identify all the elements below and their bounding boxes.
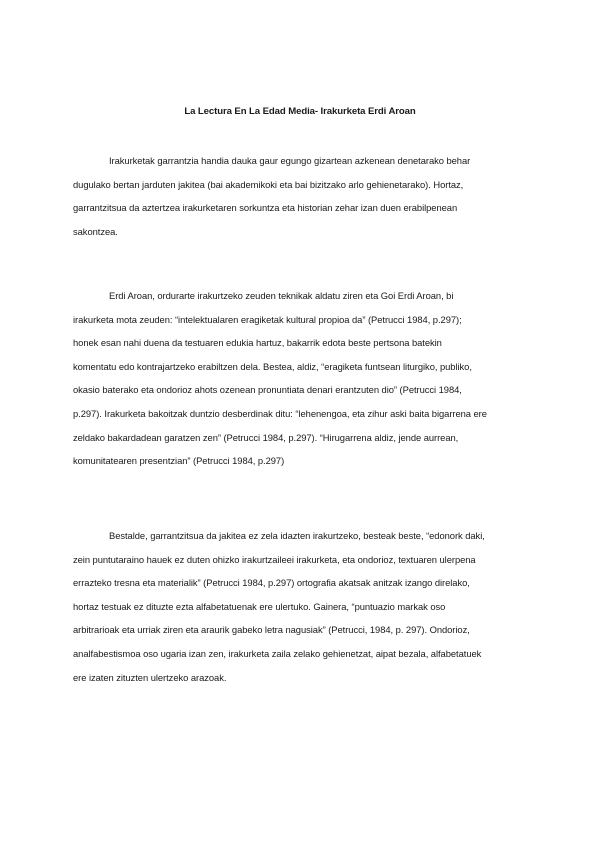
paragraph-line: zeldako bakardadean garatzen zen” (Petrucci 1984, p.297). “Hirugarrena aldiz, jende aurrean, [73, 431, 459, 443]
paragraph-line: sakontzea. [73, 225, 118, 237]
paragraph-2 [73, 284, 525, 473]
paragraph-1 [73, 149, 525, 243]
paragraph-line: errazteko tresna eta materialik” (Petrucci 1984, p.297) ortografia akatsak anitzak izango direlako, [73, 577, 470, 589]
paragraph-line: irakurketa mota zeuden: “intelektualaren eragiketak kultural propioa da” (Petrucci 1984, p.297); [73, 313, 462, 325]
paragraph-line: p.297). Irakurketa bakoitzak duntzio desberdinak ditu: “lehenengoa, eta zihur aski baita bigarrena ere [73, 407, 487, 419]
paragraph-line: okasio baterako eta ondorioz ahots ozenean pronuntiata denari erantzuten dio” (Petrucci 1984, [73, 384, 462, 396]
paragraph-line: komunitatearen presentzian” (Petrucci 1984, p.297) [73, 455, 285, 467]
document-title: La Lectura En La Edad Media- Irakurketa Erdi Aroan [184, 106, 416, 117]
paragraph-line: honek esan nahi duena da testuaren edukia hartuz, bakarrik edota beste pertsona batekin [73, 337, 442, 349]
paragraph-line: komentatu edo kontrajartzeko erabiltzen dela. Bestea, aldiz, “eragiketa funtsean liturgiko, publiko, [73, 360, 472, 372]
paragraph-line: analfabestismoa oso ugaria izan zen, irakurketa zaila zelako gehienetzat, aipat bezala, alfabetatuek [73, 647, 482, 659]
paragraph-line: zein puntutaraino hauek ez duten ohizko irakurtzaileei irakurketa, eta ondorioz, textuaren ulerpena [73, 553, 476, 565]
paragraph-line: arbitrarioak eta urriak ziren eta araurik gabeko letra nagusiak” (Petrucci, 1984, p. 297). Ondorioz, [73, 624, 470, 636]
paragraph-line: Irakurketak garrantzia handia dauka gaur egungo gizartean azkenean denetarako behar [109, 155, 471, 166]
paragraph-line: ere izaten zituzten ulertzeko arazoak. [73, 671, 227, 683]
paragraph-line: Erdi Aroan, ordurarte irakurtzeko zeuden teknikak aldatu ziren eta Goi Erdi Aroan, bi [109, 290, 454, 301]
paragraph-3 [73, 524, 525, 689]
paragraph-line: Bestalde, garrantzitsua da jakitea ez zela idazten irakurtzeko, besteak beste, “edonork daki, [109, 530, 485, 541]
paragraph-line: hortaz testuak ez dituzte ezta alfabetatuenak ere ulertuko. Gainera, “puntuazio markak oso [73, 600, 446, 612]
paragraph-line: dugulako bertan jarduten jakitea (bai akademikoki eta bai bizitzako arlo gehienetarako). Hortaz, [73, 178, 464, 190]
paragraph-line: garrantzitsua da aztertzea irakurketaren sorkuntza eta historian zehar izan duen erabilpenean [73, 202, 458, 214]
